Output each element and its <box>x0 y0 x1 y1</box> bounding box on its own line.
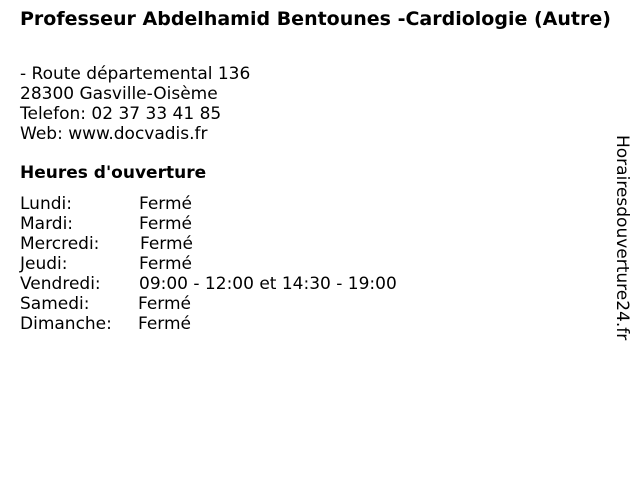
day-hours: Fermé <box>139 214 193 234</box>
website: Web: www.docvadis.fr <box>20 124 208 144</box>
day-hours: 09:00 - 12:00 et 14:30 - 19:00 <box>139 274 397 294</box>
day-label: Mardi: <box>20 214 74 234</box>
day-label: Dimanche: <box>20 314 112 334</box>
day-hours: Fermé <box>140 234 194 254</box>
day-label: Jeudi: <box>20 254 68 274</box>
day-hours: Fermé <box>138 294 192 314</box>
site-watermark: Horairesdouverture24.fr <box>612 135 632 341</box>
day-label: Vendredi: <box>20 274 101 294</box>
day-label: Mercredi: <box>20 234 100 254</box>
opening-hours-heading: Heures d'ouverture <box>20 163 207 183</box>
address-block <box>20 64 250 144</box>
phone-number: Telefon: 02 37 33 41 85 <box>20 104 222 124</box>
day-hours: Fermé <box>139 194 193 214</box>
day-hours: Fermé <box>138 314 192 334</box>
city-address: 28300 Gasville-Oisème <box>20 84 218 104</box>
day-label: Samedi: <box>20 294 90 314</box>
day-label: Lundi: <box>20 194 72 214</box>
day-hours: Fermé <box>139 254 193 274</box>
street-address: - Route départemental 136 <box>20 64 251 84</box>
page-title: Professeur Abdelhamid Bentounes -Cardiologie (Autre) <box>20 8 611 30</box>
